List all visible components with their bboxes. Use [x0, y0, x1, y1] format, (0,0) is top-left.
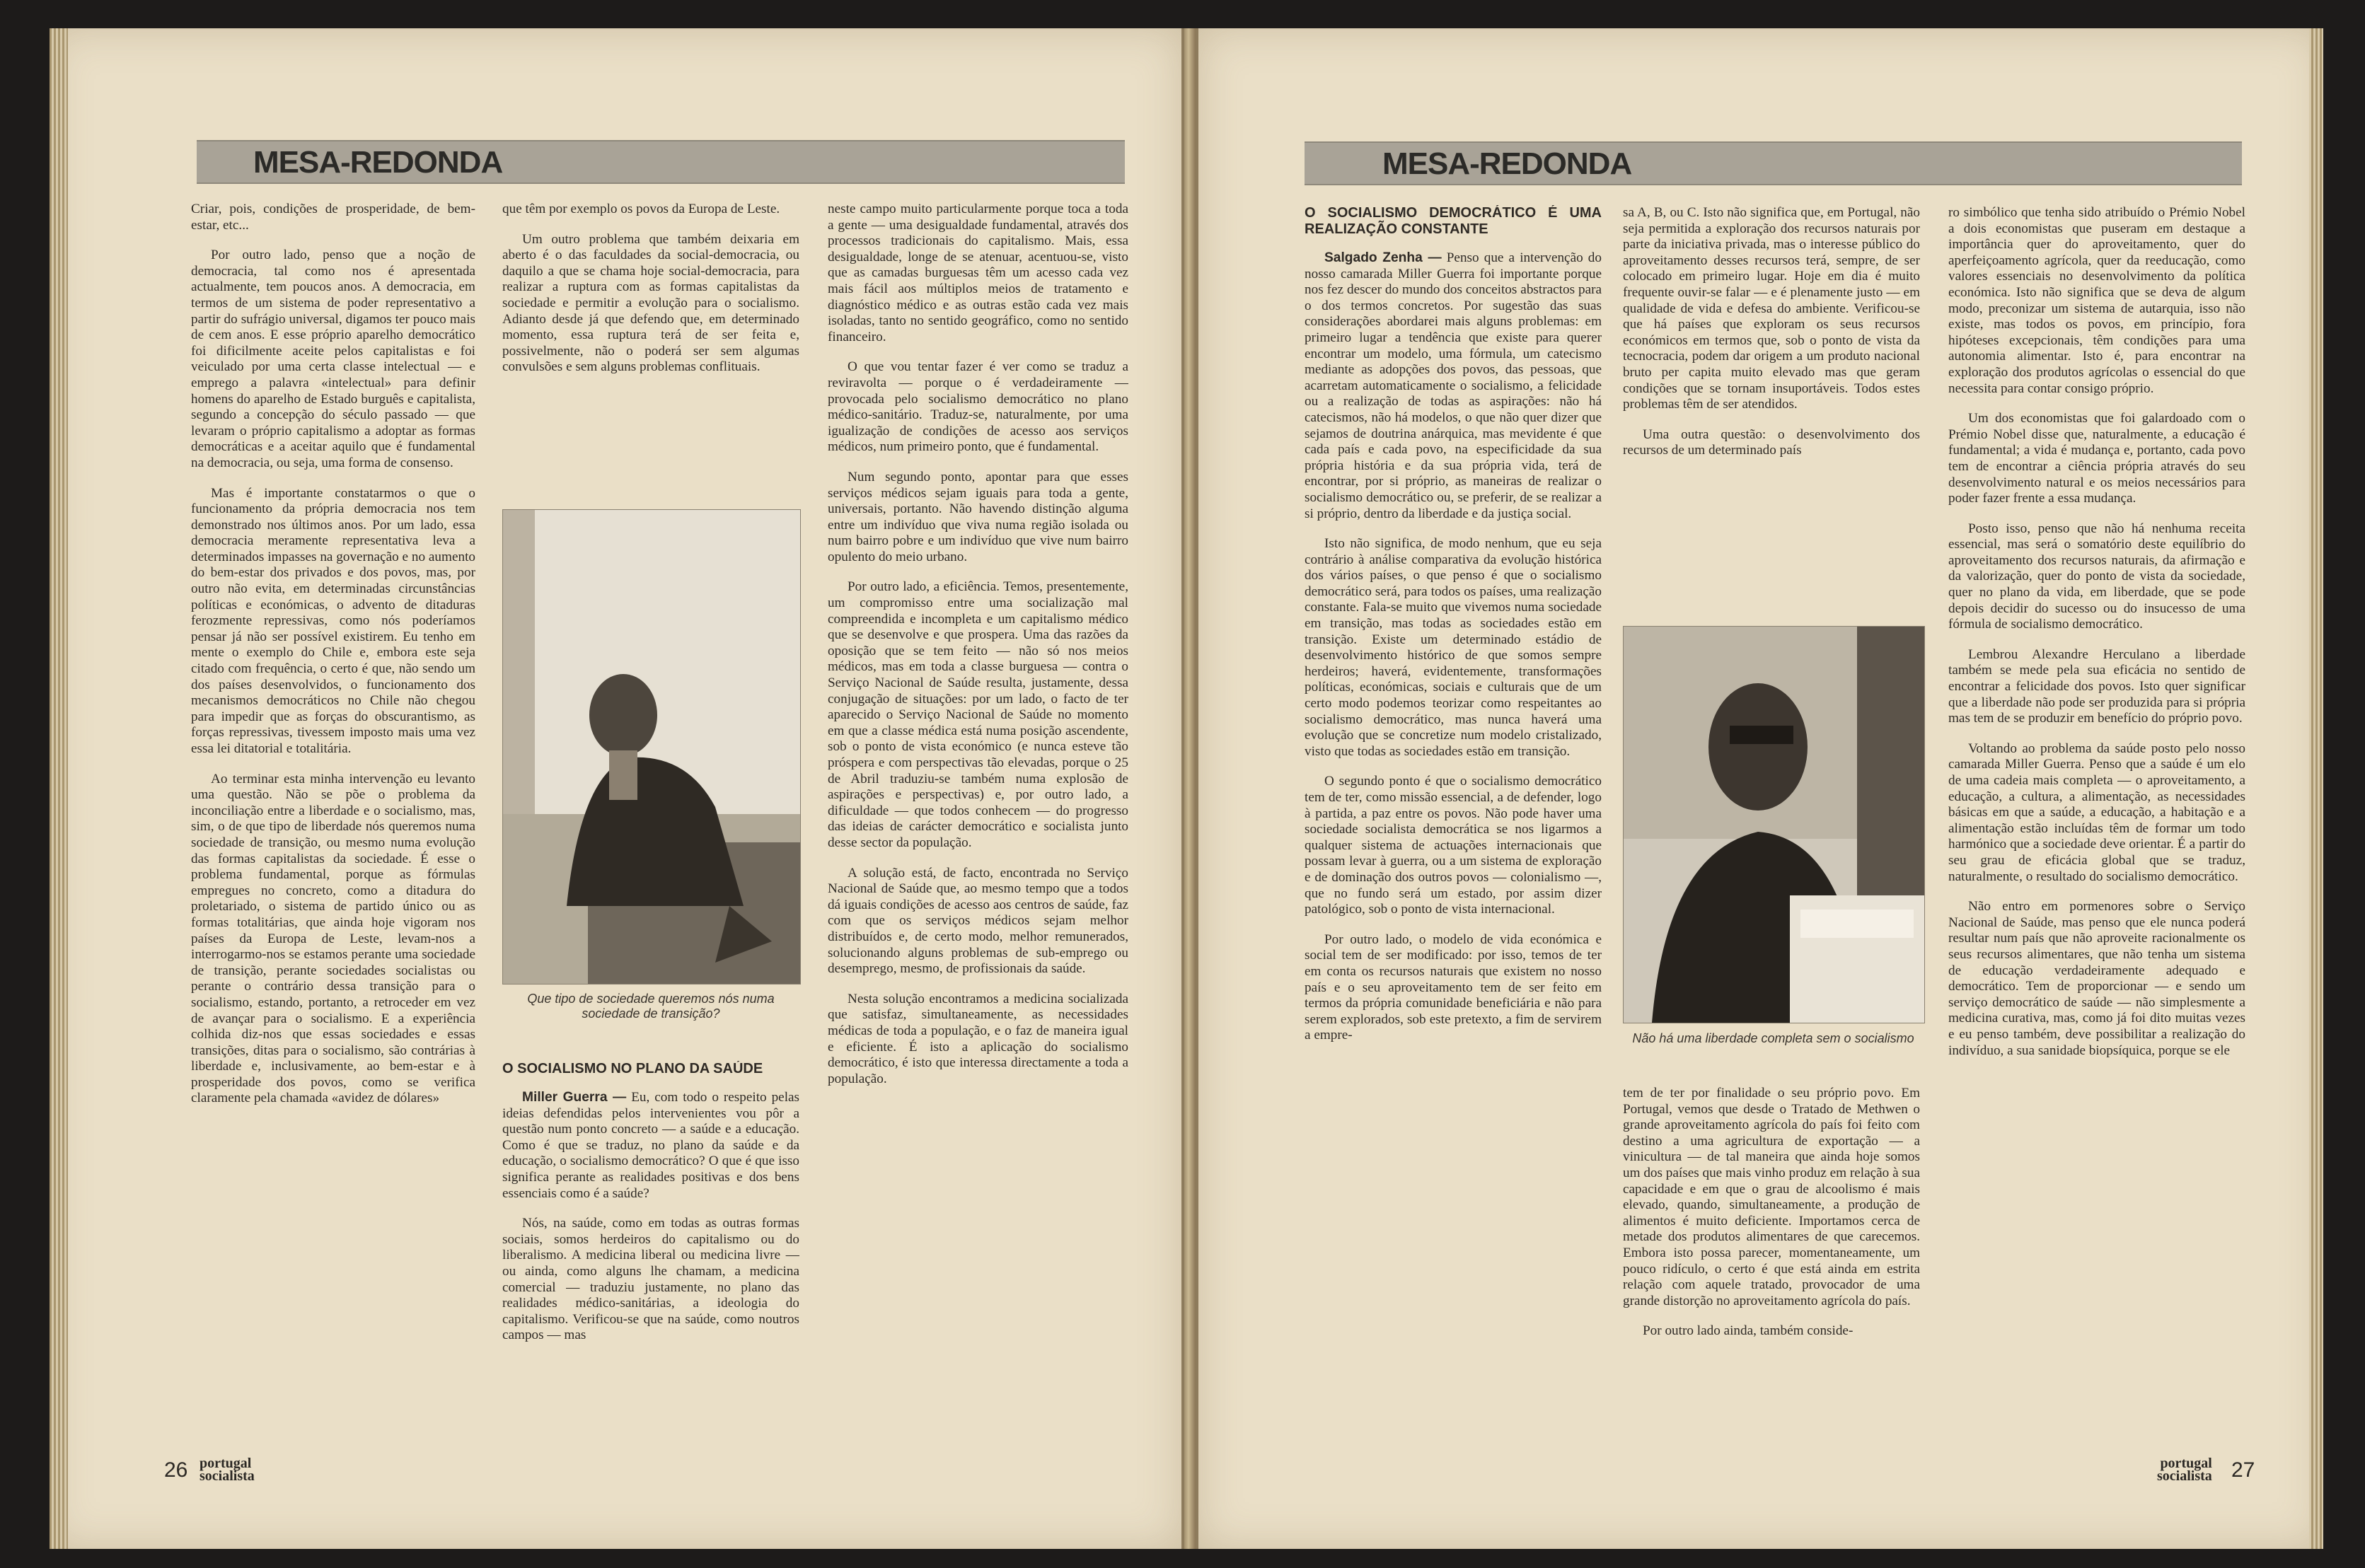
publication-logo: portugal socialista — [2157, 1456, 2212, 1484]
paragraph: ro simbólico que tenha sido atribuído o Prémio Nobel a dois economistas que puseram em destaque a importância quer do aproveitamento, quer do aperfeiçoamento agrícola, quer da reeducação, como valores essenciais no desenvolvimento da política económica. Isto não significa que se deva de algum modo, preconizar um sistema de autarquia, isso não existe, mas todos os povos, em princípio, fora hipóteses excepcionais, têm condições para uma autonomia alimentar. Isto é, para encontrar na exploração dos produtos agrícolas o essencial do que necessita para contar consigo próprio. — [1948, 205, 2245, 396]
publication-logo: portugal socialista — [200, 1456, 255, 1484]
photo-caption: Não há uma liberdade completa sem o socialismo — [1632, 1031, 1914, 1045]
paragraph: Por outro lado, penso que a noção de democracia, tal como nos é apresentada actualmente, tem poucos anos. A democracia, em termos de um sistema de poder representativo a partir do sufrágio universal, digamos ter pouco mais de cem anos. E esse próprio aparelho democrático foi dificilmente aceite pelos capitalistas e foi veiculado por uma certa classe intelectual — e emprego a palavra «intelectual» para definir homens do aparelho de Estado burguês e capitalista, segundo a concepção do século passado — que levaram o próprio capitalismo a adoptar as formas democráticas e a aceitar aquilo que é fundamental na democracia, ou seja, uma forma de consenso. — [191, 248, 475, 470]
paragraph: Voltando ao problema da saúde posto pelo nosso camarada Miller Guerra. Penso que a saúde é um elo de uma cadeia mais completa — o aproveitamento, a educação, a cultura, a alimentação, as necessidades básicas em que a saúde, a educação, a habitação e a alimentação estão incluídas têm de formar um todo harmónico que a sociedade deve orientar. É a partir do seu grau de eficácia global que se traduz, naturalmente, o resultado do socialismo democrático. — [1948, 741, 2245, 884]
section-title: MESA-REDONDA — [1382, 146, 1632, 181]
paragraph: Ao terminar esta minha intervenção eu levanto uma questão. Não se põe o problema da inconciliação entre a liberdade e o socialismo, mas, sim, o de que tipo de liberdade nós queremos numa sociedade de transição, ou mesmo numa evolução das formas capitalistas da sociedade. É esse o problema fundamental, porque as fórmulas empregues no concreto, como a ditadura do proletariado, o sistema de partido único ou as formas totalitárias, que ainda hoje vigoram nos países da Europa de Leste, levam-nos a interrogarmo-nos se estamos perante uma sociedade de transição, perante sociedades socialistas ou perante o contrário dessa transição para o socialismo, estando, portanto, a retroceder em vez de avançar para o socialismo. E a experiência colhida diz-nos que essas sociedades e essas transições, ditas para o socialismo, são contrárias à liberdade e, inclusivamente, ao bem-estar e à prosperidade dos povos, como se verifica claramente pela chamada «avidez de dólares» — [191, 771, 475, 1106]
left-column-1 — [191, 202, 475, 1453]
right-column-1 — [1305, 205, 1602, 1464]
page-number: 26 — [164, 1458, 188, 1482]
paragraph: Uma outra questão: o desenvolvimento dos recursos de um determinado país — [1623, 426, 1920, 458]
paragraph: tem de ter por finalidade o seu próprio povo. Em Portugal, vemos que desde o Tratado de Methwen o grande aproveitamento agrícola do país foi feito com destino a uma agricultura de exportação — a vinicultura — de tal maneira que ainda hoje somos um dos países que mais vinho produz em relação à sua capacidade e em que o grau de alcoolismo é mais elevado, quando, simultaneamente, a produção de alimentos é muito deficiente. Importamos cerca de metade dos produtos alimentares de que carecemos. Embora isto possa parecer, momentaneamente, um pouco ridículo, o certo é que está ainda em estrita relação com aquele tratado, provocador de uma grande distorção no aproveitamento agrícola do país. — [1623, 1086, 1920, 1308]
paragraph: O que vou tentar fazer é ver como se traduz a reviravolta — porque o é verdadeiramente — provocada pelo socialismo democrático no plano médico-sanitário. Traduz-se, naturalmente, por uma igualização de condições de acesso aos serviços médicos, num primeiro ponto, que é fundamental. — [828, 359, 1128, 455]
paragraph: O segundo ponto é que o socialismo democrático tem de ter, como missão essencial, a de defender, logo à partida, a paz entre os povos. Não pode haver uma sociedade socialista democrática se nos ligarmos a qualquer sistema de actuações internacionais que possam levar à guerra, ou a um sistema de exploração e de dominação dos outros povos — colonialismo —, que no fundo será um estado, por assim dizer patológico, sob o ponto de vista internacional. — [1305, 774, 1602, 917]
paragraph: Não entro em pormenores sobre o Serviço Nacional de Saúde, mas penso que ele nunca poderá resultar num país que não aproveite racionalmente os seus recursos alimentares, que não tenha um sistema de educação verdadeiramente adequado e democrático. Tem de proporcionar — e sendo um serviço democrático de saúde — não simplesmente a medicina curativa, mas, como já foi dito muitas vezes e eu penso também, deve possibilitar a realização do indivíduo, a sua sanidade biopsíquica, porque se ele — [1948, 899, 2245, 1058]
page-stack-edge — [50, 28, 68, 1549]
page-stack-edge — [2309, 28, 2323, 1549]
paragraph: Posto isso, penso que não há nenhuma receita essencial, mas será o somatório deste equilíbrio do aproveitamento dos recursos naturais, da afirmação e da valorização, quer do ponto de vista da sociedade, quer no plano da vida, em liberdade, que se pode depois decidir do sucesso ou do insucesso de uma fórmula de socialismo democrático. — [1948, 521, 2245, 632]
paragraph: Mas é importante constatarmos o que o funcionamento da própria democracia nos tem demonstrado nos últimos anos. Por um lado, essa democracia meramente representativa leva a determinados impasses na governação e no aumento do bem-estar dos privados e dos povos, mas, por outro não evita, em determinadas circunstâncias políticas e económicas, o advento de ditaduras ferozmente repressivas, como nós poderíamos pensar já não ser possível existirem. Eu tenho em mente o exemplo do Chile e, embora este seja citado com frequência, o certo é que, não sendo um dos países desenvolvidos, o funcionamento dos mecanismos democráticos no Chile não chegou para impedir que as forças do obscurantismo, as forças repressivas, tivessem imposto mais uma vez essa lei ditatorial e totalitária. — [191, 485, 475, 756]
right-column-3 — [1948, 205, 2245, 1464]
subheading: O SOCIALISMO DEMOCRÁTICO É UMA REALIZAÇÃO CONSTANTE — [1305, 205, 1602, 237]
paragraph: neste campo muito particularmente porque toca a toda a gente — uma desigualdade fundamental, através dos processos tradicionais do capitalismo. Mais, essa desigualdade, longe de se atenuar, acentuou-se, visto que as camadas burguesas têm um acesso cada vez mais fácil aos múltiplos meios de tratamento e diagnóstico médico e as outras estão cada vez mais isoladas, tanto no sentido geográfico, como no sentido financeiro. — [828, 202, 1128, 344]
speaking-man-photo-icon — [1624, 627, 1924, 1023]
speaker-name: Salgado Zenha — — [1324, 250, 1442, 265]
right-column-2-top — [1623, 205, 1920, 629]
left-page — [50, 28, 1184, 1549]
paragraph: Por outro lado, o modelo de vida económica e social tem de ser modificado: por isso, temos de ter em conta os recursos naturais que existem no nosso país e o seu aproveitamento tem de ser feito em termos da própria comunidade beneficiária e não para serem explorados, sob este pretexto, a fim de servirem a empre- — [1305, 931, 1602, 1043]
paragraph: Eu, com todo o respeito pelas ideias defendidas pelos intervenientes vou pôr a questão num ponto concreto — a saúde e a educação. Como é que se traduz, no plano da saúde e da educação, o socialismo democrático? O que é que isso significa perante as realidades positivas e dos bens essenciais como é a saúde? — [502, 1090, 799, 1201]
paragraph: Um dos economistas que foi galardoado com o Prémio Nobel disse que, naturalmente, a educação é fundamental; a vida é mudança e, portanto, cada povo tem de encontrar a ciência própria através do seu desenvolvimento natural e os meios necessários para poder fazer frente a essa mudança. — [1948, 411, 2245, 506]
right-column-2-bottom — [1623, 1086, 1920, 1460]
paragraph: Um outro problema que também deixaria em aberto é o das faculdades da social-democracia, ou daquilo a que se chama hoje social-democracia, para realizar a ruptura com as formas capitalistas da sociedade e permitir a evolução para o socialismo. Adianto desde já que defendo que, em determinado momento, essa ruptura terá de ser feita e, possivelmente, não o poderá ser sem algumas convulsões e sem alguns problemas conflituais. — [502, 231, 799, 375]
section-header-band — [1305, 141, 2242, 185]
right-page — [1196, 28, 2323, 1549]
paragraph: Por outro lado, a eficiência. Temos, presentemente, um compromisso entre uma socialização mal compreendida e incompleta e um capitalismo médico que se desenvolve e que prospera. Uma das razões da oposição que se tem feito — não só nos meios médicos, mas em toda a classe burguesa — contra o Serviço Nacional de Saúde resulta, justamente, dessa conjugação de situações: por um lado, o facto de ter aparecido o Serviço Nacional de Saúde no momento em que a classe médica está numa posição ascendente, sob o ponto de vista económico (e nunca esteve tão próspera e com perspectivas tão elevadas, porque o 25 de Abril traduziu-se também numa explosão de aspirações e perspectivas) e, por outro lado, a dificuldade — que todos conhecem — do progresso das ideias de carácter democrático e socialista junto desse sector da população. — [828, 579, 1128, 850]
seated-man-photo-icon — [503, 510, 800, 984]
paragraph: que têm por exemplo os povos da Europa de Leste. — [502, 202, 780, 216]
section-title: MESA-REDONDA — [253, 145, 503, 180]
paragraph: Num segundo ponto, apontar para que esses serviços médicos sejam iguais para toda a gente, universais, portanto. Não havendo distinção alguma entre um indivíduo que viva numa região isolada ou num bairro pobre e um indivíduo que vive num bairro opulento do meio urbano. — [828, 469, 1128, 564]
page-number: 27 — [2231, 1458, 2255, 1482]
subheading: O SOCIALISMO NO PLANO DA SAÚDE — [502, 1061, 763, 1076]
paragraph: Lembrou Alexandre Herculano a liberdade também se mede pela sua eficácia no sentido de encontrar a felicidade dos povos. Isto quer significar que a liberdade não pode ser produzida para si própria mas tem de se produzir em benefício do próprio povo. — [1948, 646, 2245, 726]
paragraph: sa A, B, ou C. Isto não significa que, em Portugal, não seja permitida a exploração dos recursos naturais por parte da iniciativa privada, mas o interesse público do aproveitamento desses recursos terá, sempre, de ser colocado em primeiro lugar. Hoje em dia é muito frequente ouvir-se falar — e é plenamente justo — em qualidade de vida e defesa do ambiente. Verificou-se que há países que exploram os seus recursos económicos em termos que, sob o ponto de vista da tecnocracia, podem dar origem a um produto nacional bruto per capita muito elevado mas que geram condições que se tornam insuportáveis. Todos estes problemas têm de ser atendidos. — [1623, 205, 1920, 412]
left-column-3 — [828, 202, 1128, 1453]
photo-caption: Que tipo de sociedade queremos nós numa sociedade de transição? — [527, 992, 775, 1021]
section-header-band — [197, 140, 1125, 184]
magazine-spread — [50, 28, 2320, 1549]
left-column-2-top — [502, 202, 799, 513]
paragraph: A solução está, de facto, encontrada no Serviço Nacional de Saúde que, ao mesmo tempo que a todos dá iguais condições de acesso aos centros de saúde, faz com que os serviços médicos sejam melhor distribuídos e, de certo modo, melhor remunerados, solucionando alguns problemas de sub-emprego ou desemprego, mesmo, de profissionais da saúde. — [828, 865, 1128, 977]
discussion-photo — [1623, 626, 1925, 1023]
discussion-photo — [502, 509, 801, 985]
paragraph: Isto não significa, de modo nenhum, que eu seja contrário à análise comparativa da evolução histórica dos vários países, o que penso é que o socialismo democrático será, para todos os países, uma realização constante. Fala-se muito que vivemos numa sociedade em transição, mas todas as sociedades estão em transição. Existe um determinado estádio de desenvolvimento histórico de que somos sempre herdeiros; haverá, evidentemente, transformações políticas, económicas, sociais e culturais que de um certo modo podemos teorizar como respeitantes ao socialismo democrático, mas nunca haverá uma evolução que se concretize num modelo cristalizado, visto que todas as sociedades estão em transição. — [1305, 536, 1602, 759]
speaker-name: Miller Guerra — — [522, 1090, 627, 1105]
paragraph: Nós, na saúde, como em todas as outras formas sociais, somos herdeiros do capitalismo ou do liberalismo. A medicina liberal ou medicina livre — ou ainda, como alguns lhe chamam, a medicina comercial — traduziu justamente, no plano das realidades médico-sanitárias, a ideologia do capitalismo. Verificou-se que na saúde, como noutros campos — mas — [502, 1216, 799, 1343]
paragraph: Criar, pois, condições de prosperidade, de bem-estar, etc... — [191, 202, 475, 233]
paragraph: Penso que a intervenção do nosso camarada Miller Guerra foi importante porque nos fez descer do mundo dos conceitos abstractos para o dos termos concretos. Por sugestão das suas considerações abordarei mais alguns problemas: em primeiro lugar a tendência que existe para querer encontrar um modelo, uma fórmula, um catecismo mediante as adopções dos povos, das pessoas, que acarretam automaticamente o socialismo, a felicidade ou a realização de todas as aspirações: não há catecismos, não há modelos, o que não quer dizer que sejamos de doutrina anárquica, mas mevidente é que cada país e cada povo, na especificidade da sua própria história e da sua própria vida, terá de encontrar, por si próprio, as maneiras de realizar o socialismo democrático ou, se preferir, de se realizar a si próprio, dentro da liberdade e da justiça social. — [1305, 250, 1602, 521]
left-column-2-bottom — [502, 1061, 799, 1457]
paragraph: Por outro lado ainda, também conside- — [1643, 1323, 1854, 1339]
paragraph: Nesta solução encontramos a medicina socializada que satisfaz, simultaneamente, as necessidades médicas de toda a população, e o faz de maneira igual e eficiente. É isto a aplicação do socialismo democrático, é isto que interessa directamente a toda a população. — [828, 991, 1128, 1086]
